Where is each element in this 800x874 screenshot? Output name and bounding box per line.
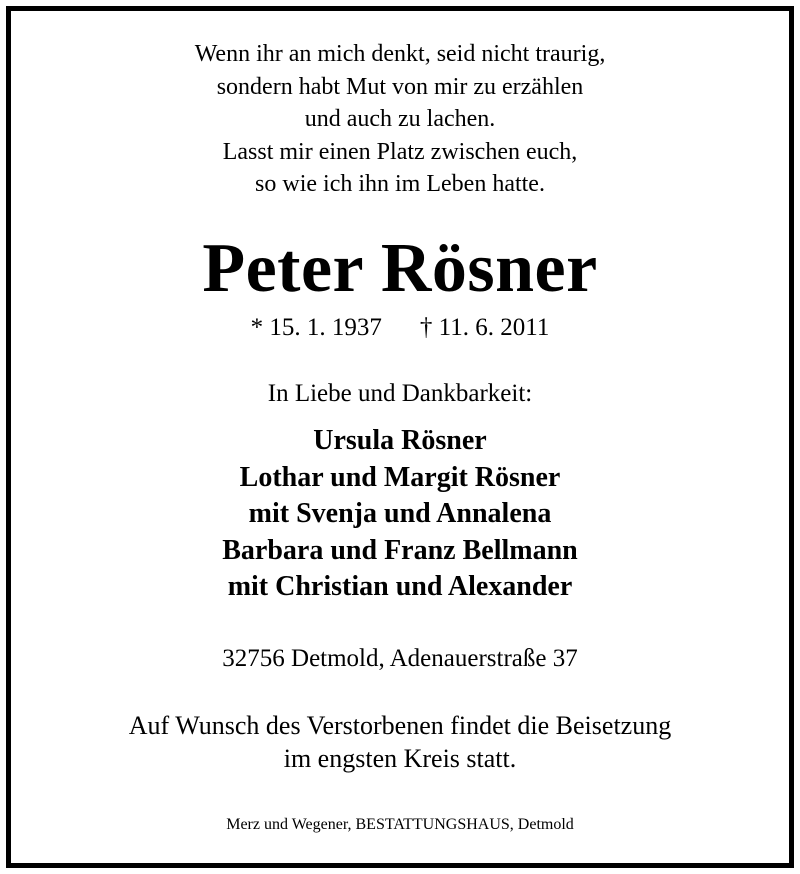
mourner-line: mit Christian und Alexander xyxy=(227,571,573,602)
poem-line: Wenn ihr an mich denkt, seid nicht traurig, xyxy=(194,41,606,67)
burial-notice xyxy=(0,709,800,775)
mourner-line: mit Svenja und Annalena xyxy=(248,498,552,529)
mourners-list xyxy=(0,423,800,606)
thanks-heading: In Liebe und Dankbarkeit: xyxy=(267,380,533,407)
mourner-line: Barbara und Franz Bellmann xyxy=(222,534,578,566)
address: 32756 Detmold, Adenauerstraße 37 xyxy=(222,645,578,672)
poem-line: Lasst mir einen Platz zwischen euch, xyxy=(222,138,578,165)
mourner-line: Ursula Rösner xyxy=(313,425,487,456)
poem-line: sondern habt Mut von mir zu erzählen xyxy=(216,73,584,100)
deceased-name: Peter Rösner xyxy=(202,230,598,307)
undertaker: Merz und Wegener, BESTATTUNGSHAUS, Detmold xyxy=(226,816,574,833)
life-dates xyxy=(0,312,800,344)
death-date: † 11. 6. 2011 xyxy=(419,314,550,341)
burial-line: im engsten Kreis statt. xyxy=(283,744,517,773)
poem xyxy=(0,38,800,201)
poem-line: so wie ich ihn im Leben hatte. xyxy=(255,171,545,197)
burial-line: Auf Wunsch des Verstorbenen findet die Beisetzung xyxy=(128,711,672,740)
birth-date: * 15. 1. 1937 xyxy=(250,314,382,341)
poem-line: und auch zu lachen. xyxy=(304,106,496,132)
mourner-line: Lothar und Margit Rösner xyxy=(239,461,561,493)
